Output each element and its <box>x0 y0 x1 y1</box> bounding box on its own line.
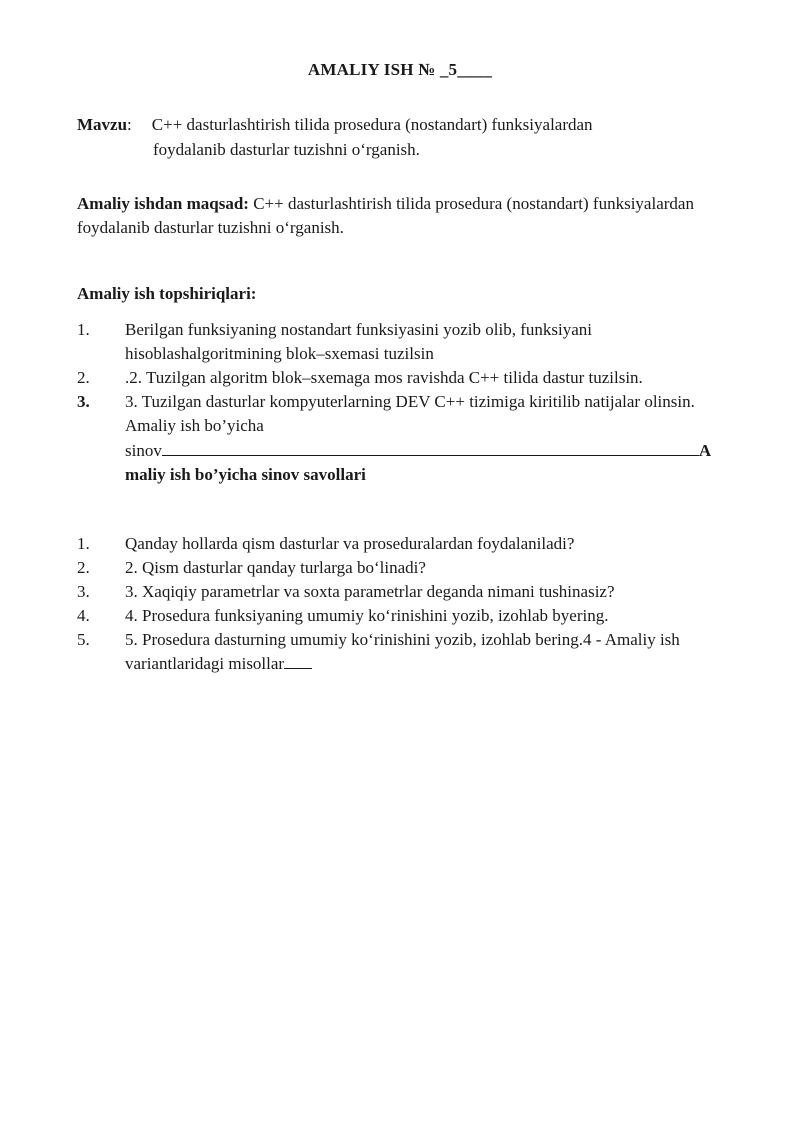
question-item-4 <box>77 604 727 628</box>
objective-label: Amaliy ishdan maqsad: <box>77 194 249 213</box>
task-number-2: 2. <box>77 368 90 387</box>
task-number-3: 3. <box>77 392 90 411</box>
task-item-3 <box>77 390 727 487</box>
blank-underline <box>162 438 699 456</box>
task-item-2 <box>77 366 727 390</box>
question-text-4: 4. Prosedura funksiyaning umumiy ko‘rinishini yozib, izohlab byering. <box>125 606 609 625</box>
questions-list <box>77 532 727 676</box>
question-number-4: 4. <box>77 606 90 625</box>
question-item-3 <box>77 580 727 604</box>
objective-text: C++ dasturlashtirish tilida prosedura (nostandart) funksiyalardan foydalanib dasturlar tuzishni o‘rganish. <box>77 194 694 237</box>
task-number-1: 1. <box>77 320 90 339</box>
question-number-1: 1. <box>77 534 90 553</box>
trailing-blank-underline <box>284 652 312 669</box>
document-title: AMALIY ISH № _5____ <box>307 60 493 79</box>
question-text-3: 3. Xaqiqiy parametrlar va soxta parametrlar deganda nimani tushinasiz? <box>125 582 615 601</box>
questions-heading: maliy ish bo’yicha sinov savollari <box>125 465 366 484</box>
task-sinov-line <box>125 438 727 463</box>
task-text-3: 3. Tuzilgan dasturlar kompyuterlarning DEV C++ tizimiga kiritilib natijalar olinsin. Amaliy ish bo’yicha <box>125 392 695 435</box>
task-sinov-trail: A <box>698 441 712 460</box>
question-item-1 <box>77 532 727 556</box>
topic-colon: : <box>127 115 132 134</box>
topic-label: Mavzu <box>77 115 128 134</box>
question-number-2: 2. <box>77 558 90 577</box>
question-number-5: 5. <box>77 630 90 649</box>
topic-text-line-2: foydalanib dasturlar tuzishni o‘rganish. <box>153 140 420 159</box>
question-text-5: 5. Prosedura dasturning umumiy ko‘rinishini yozib, izohlab bering.4 - Amaliy ish variantlaridagi misollar <box>125 630 680 673</box>
tasks-list <box>77 318 727 487</box>
tasks-heading: Amaliy ish topshiriqlari: <box>77 284 257 303</box>
question-number-3: 3. <box>77 582 90 601</box>
question-text-2: 2. Qism dasturlar qanday turlarga bo‘linadi? <box>125 558 426 577</box>
topic-line-1 <box>77 113 737 137</box>
task-text-2: .2. Tuzilgan algoritm blok–sxemaga mos ravishda C++ tilida dastur tuzilsin. <box>125 368 643 387</box>
question-item-2 <box>77 556 727 580</box>
question-text-1: Qanday hollarda qism dasturlar va proseduralardan foydalaniladi? <box>125 534 575 553</box>
question-item-5 <box>77 628 727 676</box>
task-text-1: Berilgan funksiyaning nostandart funksiyasini yozib olib, funksiyani hisoblashalgoritmining blok–sxemasi tuzilsin <box>125 320 592 363</box>
task-item-1 <box>77 318 727 366</box>
task-sinov-prefix: sinov <box>125 441 162 460</box>
objective-section <box>77 192 737 240</box>
topic-text-line-1: C++ dasturlashtirish tilida prosedura (nostandart) funksiyalardan <box>151 115 593 134</box>
topic-section <box>77 113 737 162</box>
